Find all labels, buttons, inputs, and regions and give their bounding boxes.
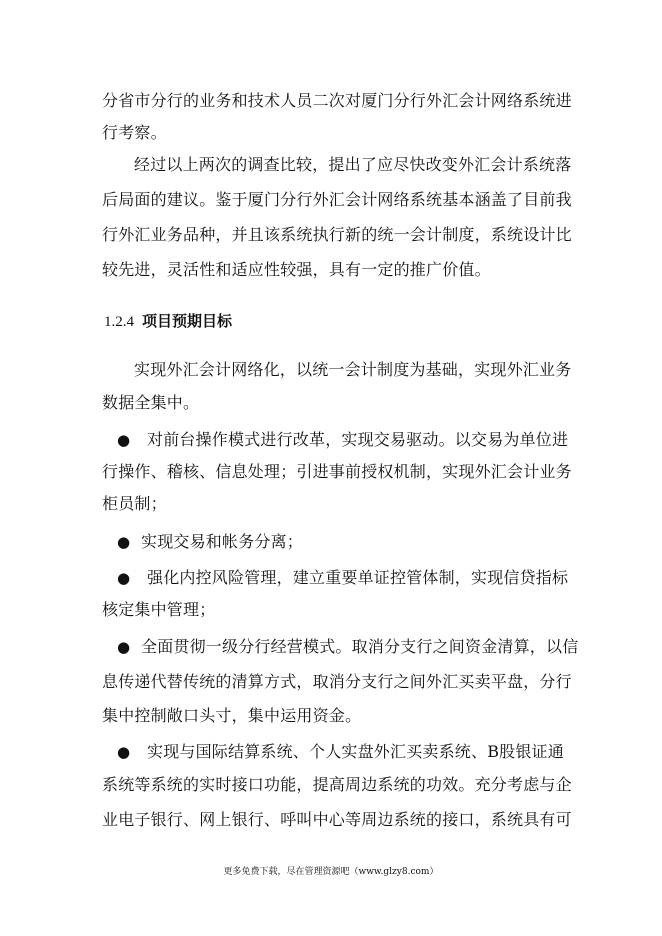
paragraph-line: 行外汇业务品种，并且该系统执行新的统一会计制度，系统设计比	[102, 225, 572, 244]
bullet-icon: ●	[117, 743, 131, 761]
list-item-line: 业电子银行、网上银行、呼叫中心等周边系统的接口，系统具有可	[102, 810, 572, 829]
list-item-line: 全面贯彻一级分行经营模式。取消分支行之间资金清算，以信	[141, 637, 579, 656]
paragraph-line: 行考察。	[102, 123, 167, 142]
list-item-line: 息传递代替传统的清算方式，取消分支行之间外汇买卖平盘，分行	[102, 672, 572, 691]
list-item-line: 柜员制；	[102, 494, 167, 513]
list-item-line: 强化内控风险管理，建立重要单证控管体制，实现信贷指标	[147, 568, 569, 587]
bullet-icon: ●	[117, 431, 131, 449]
list-item-line: 系统等系统的实时接口功能，提高周边系统的功效。充分考虑与企	[102, 775, 572, 794]
intro-line: 实现外汇会计网络化，以统一会计制度为基础，实现外汇业务	[134, 360, 572, 379]
section-number: 1.2.4	[104, 314, 134, 330]
list-item-line: 实现与国际结算系统、个人实盘外汇买卖系统、B股银证通	[147, 742, 564, 761]
paragraph-line: 后局面的建议。鉴于厦门分行外汇会计网络系统基本涵盖了目前我	[102, 190, 572, 209]
list-item-line: 行操作、稽核、信息处理；引进事前授权机制，实现外汇会计业务	[102, 462, 572, 481]
intro-line: 数据全集中。	[102, 393, 200, 412]
bullet-icon: ●	[117, 638, 131, 656]
paragraph-line: 较先进，灵活性和适应性较强，具有一定的推广价值。	[102, 260, 491, 279]
page-footer: 更多免费下载，尽在管理资源吧（www.glzy8.com）	[223, 867, 439, 877]
section-title: 项目预期目标	[142, 312, 233, 330]
list-item-line: 集中控制敞口头寸，集中运用资金。	[102, 706, 362, 725]
list-item-line: 实现交易和帐务分离；	[141, 532, 304, 551]
list-item-line: 核定集中管理；	[102, 600, 216, 619]
section-heading	[104, 311, 232, 332]
paragraph-line: 分省市分行的业务和技术人员二次对厦门分行外汇会计网络系统进	[102, 91, 572, 110]
bullet-icon: ●	[117, 569, 131, 587]
list-item-line: 对前台操作模式进行改革，实现交易驱动。以交易为单位进	[147, 430, 569, 449]
paragraph-line: 经过以上两次的调查比较，提出了应尽快改变外汇会计系统落	[134, 155, 572, 174]
bullet-icon: ●	[117, 533, 131, 551]
